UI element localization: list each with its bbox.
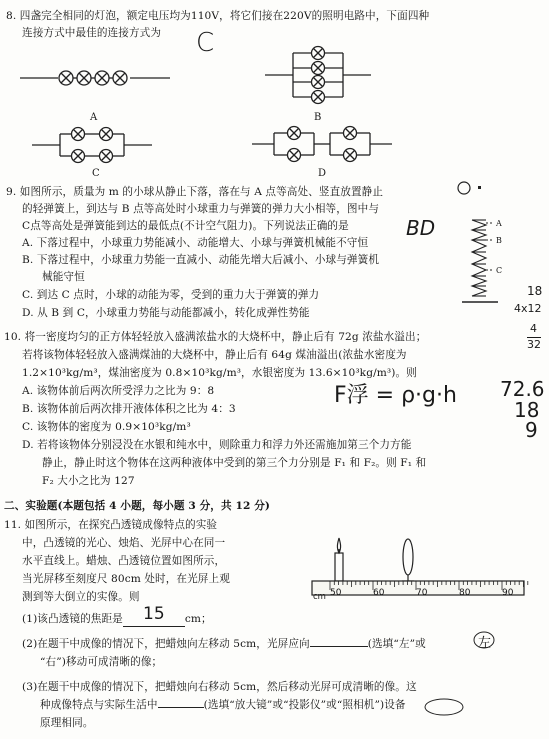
q8-line2: 连接方式中最佳的连接方式为: [22, 27, 162, 39]
q11-line2: 中，凸透镜的光心、烛焰、光屏中心在同一: [22, 537, 226, 549]
q9-option-a: A. 下落过程中，小球重力势能减小、动能增大、小球与弹簧机械能不守恒: [22, 237, 369, 249]
q10-option-a: A. 该物体前后两次所受浮力之比为 9：8: [22, 385, 215, 397]
q10-option-d: D. 若将该物体分别浸没在水银和纯水中，则除重力和浮力外还需施加第三个力方能: [22, 439, 412, 451]
lamp-icon: [100, 150, 113, 163]
lamp-icon: [312, 91, 325, 104]
q11-sub2-line2: “右”)移动可成清晰的像；: [40, 656, 163, 668]
spring-label-a: A: [496, 219, 502, 228]
spring-label-c: C: [496, 266, 503, 275]
lamp-icon: [100, 128, 113, 141]
lamp-icon: [344, 127, 357, 140]
lamp-icon: [72, 128, 85, 141]
q11-sub1-prefix: (1)该凸透镜的焦距是: [22, 613, 123, 625]
q11-line3: 水平直线上。蜡烛、凸透镜位置如图所示，: [22, 555, 226, 567]
handwritten-circle: [424, 698, 464, 716]
margin-note: 72.6: [500, 377, 545, 401]
lamp-icon: [344, 149, 357, 162]
lamp-icon: [288, 149, 301, 162]
ruler-tick-label: 80: [459, 588, 471, 598]
option-c-label: C: [92, 168, 100, 179]
spring-figure: [452, 180, 514, 310]
lamp-icon: [59, 71, 73, 85]
q11-line4: 当光屏移至刻度尺 80cm 处时，在光屏上观: [22, 573, 230, 585]
lamp-icon: [77, 71, 91, 85]
q9-line2: 的轻弹簧上，到达与 B 点等高处时小球重力与弹簧的弹力大小相等，图中与: [22, 203, 380, 215]
option-d-label: D: [318, 168, 327, 179]
ruler-tick-label: 50: [330, 588, 342, 598]
q11-sub3-suffix: (选填“放大镜”或“投影仪”或“照相机”)设备: [203, 699, 406, 711]
q10-option-c: C. 该物体的密度为 0.9×10³kg/m³: [22, 421, 191, 433]
lamp-icon: [312, 47, 325, 60]
q9-option-c: C. 到达 C 点时，小球的动能为零，受到的重力大于弹簧的弹力: [22, 289, 320, 301]
q10-option-d-cont2: F₂ 大小之比为 127: [42, 475, 135, 487]
lamp-icon: [95, 71, 109, 85]
q10-line1: 10. 将一密度均匀的正方体轻轻放入盛满浓盐水的大烧杯中，静止后有 72g 浓盐水溢出；: [4, 331, 427, 343]
q8-handwritten-answer: C: [196, 28, 215, 58]
margin-note: 18: [514, 398, 540, 422]
q11-sub3-line2: [40, 699, 406, 712]
q11-sub1-answer: 15: [142, 604, 165, 624]
lamp-icon: [312, 62, 325, 75]
q10-option-d-cont: 静止，静止时这个物体在这两种液体中受到的第三个力分别是 F₁ 和 F₂。则 F₁ 和: [42, 457, 427, 469]
option-b-label: B: [314, 112, 322, 123]
q11-line5: 测到等大倒立的实像。则: [22, 591, 140, 603]
q9-option-b-cont: 械能守恒: [42, 271, 85, 283]
q11-sub2-blank[interactable]: [310, 646, 368, 647]
option-a-label: A: [90, 112, 98, 123]
handwritten-circle: [472, 630, 496, 650]
q9-line1: 9. 如图所示，质量为 m 的小球从静止下落，落在与 A 点等高处、竖直放置静止: [6, 186, 384, 198]
q11-sub1-blank[interactable]: [123, 604, 185, 627]
q11-sub3-prefix: 种成像特点与实际生活中: [40, 699, 158, 711]
margin-note: 4: [530, 322, 537, 335]
lamp-icon: [113, 71, 127, 85]
ball-icon: [458, 182, 470, 194]
q11-sub2-prefix: (2)在题干中成像的情况下，把蜡烛向左移动 5cm，光屏应向: [22, 638, 310, 650]
circuit-c-diagram: [32, 128, 152, 162]
ruler-unit-label: cm: [313, 592, 326, 602]
q10-option-b: B. 该物体前后两次排开液体体积之比为 4：3: [22, 403, 236, 415]
margin-note: 32: [527, 338, 541, 351]
ruler-tick-label: 70: [416, 588, 428, 598]
candle-icon: [335, 538, 343, 581]
circuit-b-diagram: [265, 46, 371, 104]
q9-line3: C点等高处是弹簧能到达的最低点(不计空气阻力)。下列说法正确的是: [22, 220, 349, 232]
section-heading: 二、实验题(本题包括 4 小题，每小题 3 分，共 12 分): [4, 500, 271, 512]
ruler-tick-label: 90: [502, 588, 514, 598]
q11-sub2-handwritten: 左: [478, 636, 492, 651]
q11-sub1: [22, 604, 212, 627]
margin-note: 9: [525, 418, 538, 442]
lamp-icon: [288, 127, 301, 140]
q8-line1: 8. 四盏完全相同的灯泡，额定电压均为110V，将它们接在220V的照明电路中，下面四种: [6, 10, 430, 22]
q11-sub3-line3: 原理相同。: [40, 717, 94, 729]
q11-sub2: [22, 638, 426, 651]
q10-line3: 1.2×10³kg/m³，煤油密度为 0.8×10³kg/m³，水银密度为 13.6×10³kg/m³)。则: [22, 367, 417, 379]
spring-label-b: B: [496, 236, 502, 245]
circuit-a-diagram: [20, 66, 170, 90]
q9-handwritten-answer: BD: [406, 216, 436, 240]
lens-icon: [402, 539, 414, 581]
q11-sub2-suffix: (选填“左”或: [367, 638, 426, 650]
lamp-icon: [72, 150, 85, 163]
q11-line1: 11. 如图所示，在探究凸透镜成像特点的实验: [4, 519, 218, 531]
q10-handwritten-formula: F浮 = ρ·g·h: [334, 383, 457, 408]
margin-note: 4x12: [514, 302, 542, 315]
q9-option-b: B. 下落过程中，小球重力势能一直减小、动能先增大后减小、小球与弹簧机: [22, 254, 380, 266]
q9-option-d: D. 从 B 到 C，小球重力势能与动能都减小，转化成弹性势能: [22, 307, 310, 319]
margin-note: 18: [527, 284, 543, 298]
q11-sub3-line1: (3)在题干中成像的情况下，把蜡烛向右移动 5cm，然后移动光屏可成清晰的像。这: [22, 681, 417, 693]
q11-sub1-suffix: cm；: [184, 613, 212, 625]
q10-line2: 若将该物体轻轻放入盛满煤油的大烧杯中，静止后有 64g 煤油溢出(浓盐水密度为: [22, 349, 407, 361]
ruler-tick-label: 60: [373, 588, 385, 598]
q11-sub3-blank[interactable]: [158, 707, 204, 708]
circuit-d-diagram: [252, 126, 392, 162]
lamp-icon: [312, 76, 325, 89]
